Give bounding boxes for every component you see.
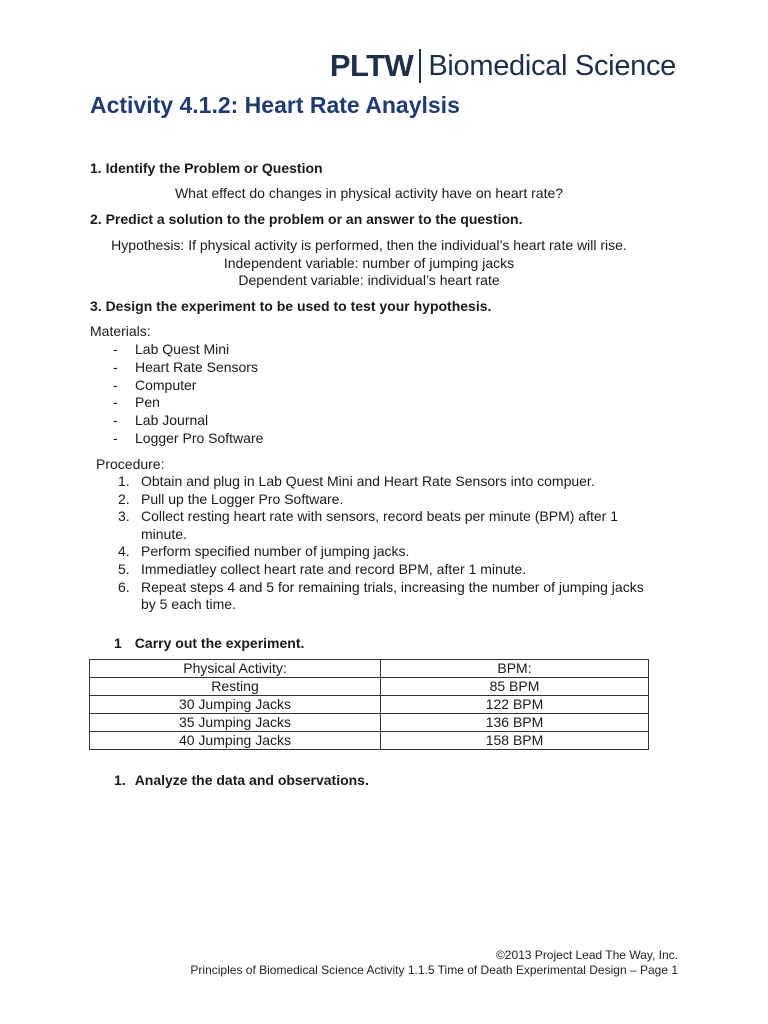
list-item: - Lab Journal: [110, 412, 263, 430]
table-cell: 136 BPM: [381, 714, 649, 732]
page-footer: [190, 948, 678, 978]
section-heading-design: 3. Design the experiment to be used to test your hypothesis.: [90, 298, 492, 314]
footer-document-info: Principles of Biomedical Science Activity 1.1.5 Time of Death Experimental Design – Page 1: [190, 963, 678, 977]
list-item: - Pen: [110, 394, 263, 412]
list-item: - Logger Pro Software: [110, 430, 263, 448]
section-heading-problem: 1. Identify the Problem or Question: [90, 160, 323, 176]
table-cell: 30 Jumping Jacks: [90, 696, 381, 714]
dependent-variable: Dependent variable: individual’s heart rate: [238, 272, 500, 288]
materials-list: [110, 341, 263, 448]
list-item: - Lab Quest Mini: [110, 341, 263, 359]
research-question: What effect do changes in physical activity have on heart rate?: [174, 185, 564, 201]
list-item: 6. Repeat steps 4 and 5 for remaining trials, increasing the number of jumping jacks by 5 each time.: [118, 578, 644, 613]
logo-department: Biomedical Science: [428, 49, 676, 82]
column-header-activity: Physical Activity:: [90, 660, 381, 678]
table-row: [90, 714, 649, 732]
footer-copyright: ©2013 Project Lead The Way, Inc.: [495, 948, 678, 962]
procedure-list: [118, 473, 658, 614]
section-heading-carry-out: 1 Carry out the experiment.: [114, 635, 305, 651]
list-item: - Computer: [110, 377, 263, 395]
section-heading-analyze: 1. Analyze the data and observations.: [114, 772, 369, 788]
hypothesis-text: Hypothesis: If physical activity is performed, then the individual’s heart rate will rise.: [111, 237, 627, 253]
table-header-row: [90, 660, 649, 678]
table-cell: 85 BPM: [381, 678, 649, 696]
list-item: 5. Immediatley collect heart rate and record BPM, after 1 minute.: [118, 560, 527, 577]
column-header-bpm: BPM:: [381, 660, 649, 678]
pltw-logo: [330, 46, 676, 86]
table-cell: Resting: [90, 678, 381, 696]
table-row: [90, 696, 649, 714]
table-cell: 158 BPM: [381, 732, 649, 750]
table-cell: 122 BPM: [381, 696, 649, 714]
list-item: 4. Perform specified number of jumping jacks.: [118, 543, 410, 560]
results-table: [89, 659, 649, 750]
list-item: 2. Pull up the Logger Pro Software.: [118, 490, 344, 507]
independent-variable: Independent variable: number of jumping jacks: [223, 254, 515, 271]
list-item: - Heart Rate Sensors: [110, 359, 263, 377]
list-item: 3. Collect resting heart rate with sensors, record beats per minute (BPM) after 1 minute.: [118, 508, 618, 542]
procedure-label: Procedure:: [96, 456, 165, 472]
hypothesis-block: [90, 237, 648, 290]
section-heading-predict: 2. Predict a solution to the problem or an answer to the question.: [90, 211, 523, 227]
materials-label: Materials:: [90, 323, 151, 339]
table-cell: 35 Jumping Jacks: [90, 714, 381, 732]
page-title: Activity 4.1.2: Heart Rate Anaylsis: [90, 92, 460, 118]
table-cell: 40 Jumping Jacks: [90, 732, 381, 750]
logo-divider: [419, 49, 421, 83]
logo-brand: PLTW: [329, 48, 414, 83]
table-row: [90, 678, 649, 696]
table-row: [90, 732, 649, 750]
list-item: 1. Obtain and plug in Lab Quest Mini and Heart Rate Sensors into compuer.: [118, 473, 595, 489]
